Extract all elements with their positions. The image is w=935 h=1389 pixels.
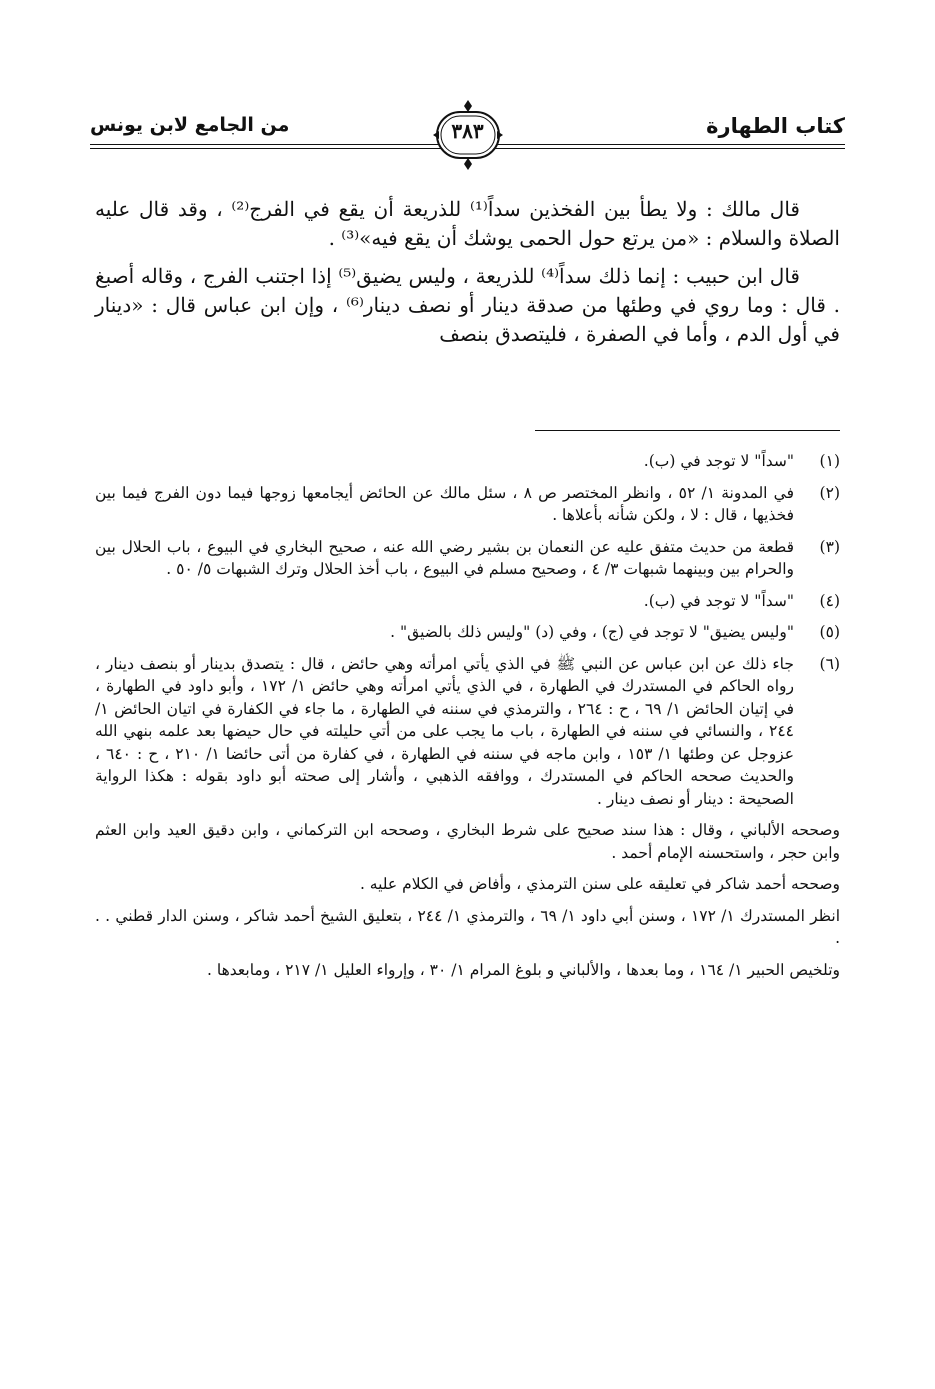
footnote-number: (٤)	[819, 591, 840, 610]
paragraph: قال مالك : ولا يطأ بين الفخذين سداً⁽¹⁾ للذريعة أن يقع في الفرج⁽²⁾ ، وقد قال عليه الصلاة والسلام : «من يرتع حول الحمى يوشك أن يقع فيه»⁽³⁾ .	[95, 197, 840, 250]
page-number: ٣٨٣	[451, 119, 484, 143]
footnote-continuation: انظر المستدرك ١/ ١٧٢ ، وسنن أبي داود ١/ ٦٩ ، والترمذي ١/ ٢٤٤ ، بتعليق الشيخ أحمد شاكر ، وسنن الدار قطني . . .	[95, 906, 840, 947]
running-header	[90, 110, 845, 160]
page-number-ornament	[431, 98, 505, 172]
footnote-number: (٢)	[819, 483, 840, 502]
footnote-text: في المدونة ١/ ٥٢ ، وانظر المختصر ص ٨ ، سئل مالك عن الحائض أيجامعها زوجها فيما دون الفرج فيما بين فخذيها ، قال : لا ، ولكن شأنه بأعلاها .	[95, 483, 794, 524]
footnote-number: (١)	[819, 452, 840, 470]
footnote	[95, 536, 840, 581]
footnote-continuation: وصححه الألباني ، وقال : هذا سند صحيح على شرط البخاري ، وصححه ابن التركماني ، وابن دقيق العيد وابن العثم وابن حجر ، واستحسنه الإمام أحمد .	[95, 821, 840, 862]
footnote	[95, 482, 840, 527]
book-title: كتاب الطهارة	[706, 114, 845, 138]
footnotes	[95, 450, 840, 990]
footnote	[95, 590, 840, 613]
footnote-continuation: وتلخيص الحبير ١/ ١٦٤ ، وما بعدها ، والألباني و بلوغ المرام ١/ ٣٠ ، وإرواء العليل ١/ ٢١٧ ، ومابعدها .	[207, 960, 840, 979]
footnote-number: (٦)	[819, 654, 840, 673]
footnote	[95, 653, 840, 811]
footnote-text: "سداً" لا توجد في (ب).	[643, 452, 794, 470]
footnote-continuation: وصححه أحمد شاكر في تعليقه على سنن الترمذي ، وأفاض في الكلام عليه .	[359, 875, 840, 893]
footnote-text: جاء ذلك عن ابن عباس عن النبي ﷺ في الذي يأتي امرأته وهي حائض ، قال : يتصدق بدينار أو بنصف دينار ، رواه الحاكم في المستدرك في الطهارة ، في الذي يأتي امرأته وهي حائض ١/ ١٧٢ ، وأبو داود في الطهارة ، في إتيان الحائض ١/ ٦٩ ، ح : ٢٦٤ ، والترمذي في سننه في الطهارة ، ما جاء في الكفارة في اتيان الحائض ١/ ٢٤٤ ، والنسائي في سننه في الطهارة ، باب ما يجب على من أتي حليلته في حال حيضها بعد علمه بنهي الله عزوجل عن وطئها ١/ ١٥٣ ، وابن ماجه في سننه في الطهارة ، في كفارة من أتى حائضا ١/ ٢١٠ ، ح : ٦٤٠ ، والحديث صححه الحاكم في المستدرك ، ووافقه الذهبي ، وأشار إلى صحته أبو داود بقوله : هكذا الرواية الصحيحة : دينار أو نصف دينار .	[95, 654, 795, 808]
paragraph: قال ابن حبيب : إنما ذلك سداً⁽⁴⁾ للذريعة ، وليس يضيق⁽⁵⁾ إذا اجتنب الفرج ، وقاله أصبغ . قال : وما روي في وطئها من صدقة دينار أو نصف دينار⁽⁶⁾ ، وإن ابن عباس قال : «دينار في أول الدم ، وأما في الصفرة ، فليتصدق بنصف	[95, 264, 841, 346]
footnote-number: (٣)	[819, 537, 840, 556]
series-title: من الجامع لابن يونس	[90, 114, 290, 136]
footnote	[95, 450, 840, 473]
footnote-separator	[535, 430, 840, 431]
footnote	[95, 621, 840, 644]
main-text	[95, 195, 840, 358]
footnote-text: "سداً" لا توجد في (ب).	[643, 591, 794, 610]
footnote-number: (٥)	[819, 623, 840, 641]
footnote-text: قطعة من حديث متفق عليه عن النعمان بن بشير رضي الله عنه ، صحيح البخاري في البيوع ، باب الحلال بين والحرام بين وبينهما شبهات ٣/ ٤ ، وصحيح مسلم في البيوع ، باب أخذ الحلال وترك الشبهات ٥/ ٥٠ .	[95, 537, 794, 578]
footnote-text: "وليس يضيق" لا توجد في (ج) ، وفي (د) "وليس ذلك بالضيق" .	[390, 623, 794, 641]
